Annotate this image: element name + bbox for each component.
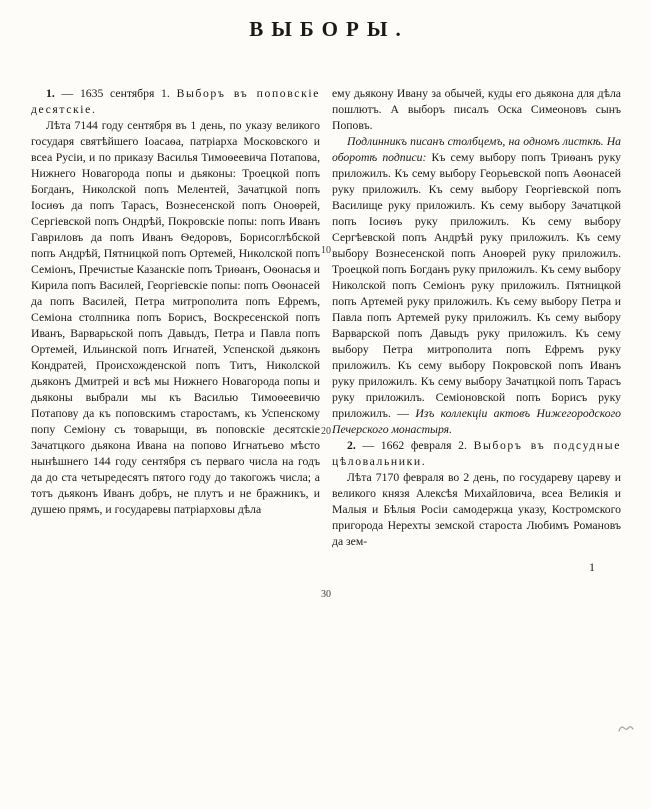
page-title: ВЫБОРЫ. — [249, 17, 409, 41]
entry2-date: — 1662 февраля 2. — [362, 439, 467, 452]
entry1-heading — [31, 86, 320, 118]
entry1-body-column1: Лѣта 7144 году сентября въ 1 день, по указу великого государя святѣйшего Іоасаѳа, патріарха Московского и всеа Русіи, и по приказу Василья Тимоѳеевича Потапова, Нижнего Новагорода попы и дьяконы: Троецкой попъ Богданъ, Николской попъ Мелентей, Зачатцкой попъ Іосиѳъ да попъ Тарасъ, Вознесенской попъ Оноѳрей, Сергіевской попъ Ондрѣй, Покровскіе попы: попъ Иванъ Гавриловъ да попъ Иванъ Ѳедоровъ, Борисоглѣбской попъ Андрѣй, Пятницкой попъ Ортемей, Николской попъ Семіонъ, Пречистые Казанскіе попъ Триѳанъ, Оѳонасья и Кирила попъ Василей, Георгіевскіе попы: попъ Оѳонасей да попъ Василей, Петра митрополита попъ Ефремъ, Семіона столпника попъ Борисъ, Воскресенской попъ Иванъ, Варварьской попъ Давыдъ, Петра и Павла попъ Ортемей, Ильинской попъ Игнатей, Успенской дьяконъ Кондратей, Происхожденской попъ Титъ, Николской дьяконъ Дмитрей и всѣ мы Нижнего Новагорода попы и дьяконы выбрали мы къ Василью Тимоѳеевичю Потапову да къ поповскимъ старостамъ, къ Успенскому попу Семіону съ товарыщи, въ поповскіе десятскіе Зачатцкого дьякона Ивана на попово Игнатьево мѣсто нынѣшнего 144 году сентября съ перваго числа на годъ да до ста четыредесятъ пятого году до такогожъ числа; а тотъ дьяконъ Иванъ добръ, не плутъ и не бражникъ, и душею прямъ, и государевы патріарховы дѣла — [31, 119, 320, 516]
gutter-line-number-30: 30 — [321, 589, 331, 600]
gutter-line-number-20: 20 — [321, 426, 331, 437]
entry1-archival-note — [332, 134, 621, 438]
entry2-body: Лѣта 7170 февраля во 2 день, по государеву цареву и великого князя Алексѣя Михайловича, всеа Великія и Малыя и Бѣлыя Росіи самодержца указу, Костромского пригорода Нерехты земской староста Любимъ Романовъ да зем- — [332, 471, 621, 548]
source-note: Изъ коллекціи актовъ Нижегородского Печерского монастыря. — [332, 407, 621, 436]
text-columns — [31, 86, 622, 600]
entry1-date: — 1635 сентября 1. — [61, 87, 170, 100]
ink-smudge — [617, 722, 635, 734]
signature-list: Къ сему выбору попъ Триѳанъ руку приложилъ. Къ сему выбору Георьевской попъ Аѳонасей руку приложилъ. Къ сему выбору Георгіевской попъ Василище руку приложилъ. Къ сему выбору Зачатцкой попъ Іосиѳъ руку приложилъ. Къ сему выбору Сергѣевской попъ Андрѣй руку приложилъ. Къ сему выбору Вознесенской попъ Аноѳрей руку приложилъ. Троецкой попъ Богданъ руку приложилъ. Къ сему выбору Николской попъ Семіонъ руку приложилъ. Пятницкой попъ Артемей руку приложилъ. Къ сему выбору Петра и Павла попъ Артемей руку приложилъ. Къ сему выбору Варварской попъ Давыдъ руку приложилъ. Къ сему выбору Петра митрополита попъ Ефремъ руку приложилъ. Къ сему выбору Покровской попъ Иванъ руку приложилъ. Къ сему выбору Зачатцкой попъ Тарасъ руку приложилъ. Семіоновской попъ Борисъ руку приложилъ. — — [332, 151, 621, 420]
entry1-number: 1. — [46, 87, 55, 100]
note-intro: Подлинникъ писанъ столбцемъ, на одномъ листкѣ. На оборотѣ подписи: — [332, 135, 621, 164]
entry2-number: 2. — [347, 439, 356, 452]
entry2-heading — [332, 438, 621, 470]
entry2-title: Выборъ въ подсудные цѣловальники. — [332, 439, 622, 468]
entry1-title: Выборъ въ поповскіе десятскіе. — [31, 87, 320, 116]
left-column — [31, 86, 320, 575]
gutter-line-number-10: 10 — [321, 245, 331, 256]
entry1-body-column2: ему дьякону Ивану за обычей, куды его дьякона для дѣла пошлютъ. А выборъ писалъ Оска Симеоновъ сынъ Поповъ. — [332, 87, 621, 132]
page-number: 1 — [589, 560, 595, 574]
right-column — [332, 86, 621, 575]
